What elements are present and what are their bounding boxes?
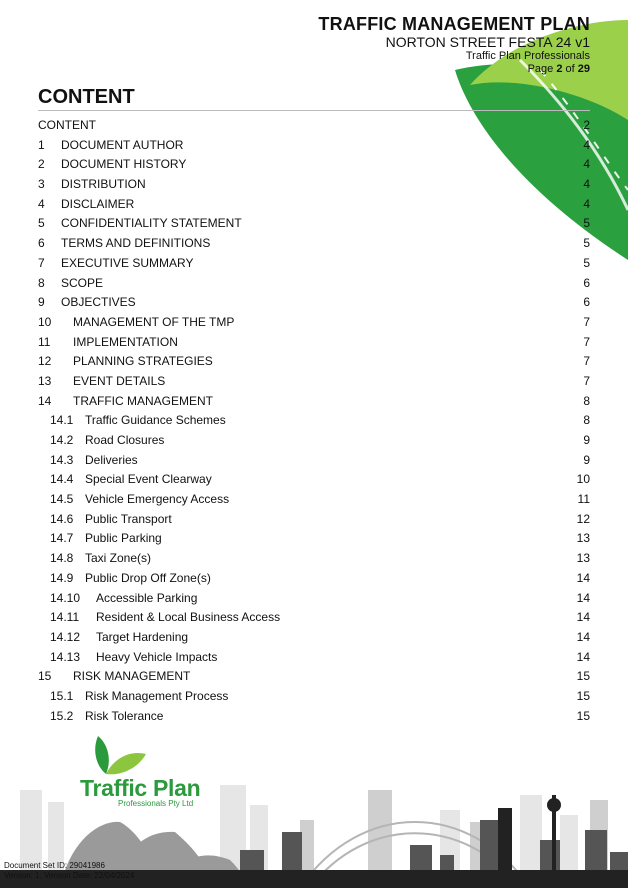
toc-entry-title: Public Transport xyxy=(85,511,172,526)
toc-entry[interactable] xyxy=(38,411,590,431)
toc-entry-number: 14.3 xyxy=(50,452,74,467)
toc-entry-title: Public Parking xyxy=(85,531,162,546)
toc-entry[interactable] xyxy=(38,116,590,136)
toc-entry-page: 5 xyxy=(583,216,590,231)
toc-entry-page: 14 xyxy=(576,570,590,585)
toc-entry-page: 8 xyxy=(583,393,590,408)
toc-entry[interactable] xyxy=(38,274,590,294)
toc-entry-page: 5 xyxy=(583,255,590,270)
toc-entry-page: 5 xyxy=(583,236,590,251)
toc-entry-number: 15 xyxy=(38,669,52,684)
heading-divider xyxy=(38,110,590,111)
company-name: Traffic Plan Professionals xyxy=(465,50,590,62)
toc-entry[interactable] xyxy=(38,529,590,549)
toc-entry-title: DISCLAIMER xyxy=(61,196,135,211)
toc-entry-page: 12 xyxy=(576,511,590,526)
toc-entry-number: 14.10 xyxy=(50,590,81,605)
toc-entry-page: 7 xyxy=(583,334,590,349)
toc-entry-page: 13 xyxy=(576,531,590,546)
logo-tagline: Professionals Pty Ltd xyxy=(118,799,194,808)
toc-entry-page: 15 xyxy=(576,669,590,684)
toc-entry-page: 14 xyxy=(576,590,590,605)
toc-entry[interactable] xyxy=(38,392,590,412)
toc-entry-title: TRAFFIC MANAGEMENT xyxy=(73,393,213,408)
toc-entry[interactable] xyxy=(38,195,590,215)
toc-entry-number: 9 xyxy=(38,295,45,310)
toc-entry-title: PLANNING STRATEGIES xyxy=(73,354,213,369)
toc-entry-number: 6 xyxy=(38,236,45,251)
toc-entry-number: 14.11 xyxy=(50,610,80,625)
toc-entry-title: Risk Management Process xyxy=(85,688,229,703)
toc-entry-page: 4 xyxy=(583,196,590,211)
toc-entry[interactable] xyxy=(38,549,590,569)
toc-entry[interactable] xyxy=(38,372,590,392)
toc-entry-page: 14 xyxy=(576,610,590,625)
plan-title: TRAFFIC MANAGEMENT PLAN xyxy=(318,14,590,34)
toc-entry-number: 10 xyxy=(38,314,52,329)
toc-entry-number: 14.7 xyxy=(50,531,74,546)
toc-entry-page: 15 xyxy=(576,688,590,703)
toc-entry-number: 15.1 xyxy=(50,688,74,703)
toc-entry-page: 6 xyxy=(583,275,590,290)
toc-entry-page: 7 xyxy=(583,354,590,369)
toc-entry-number: 15.2 xyxy=(50,708,74,723)
toc-entry-title: SCOPE xyxy=(61,275,104,290)
toc-entry-title: Traffic Guidance Schemes xyxy=(85,413,226,428)
toc-entry-title: Target Hardening xyxy=(96,629,189,644)
toc-entry-title: RISK MANAGEMENT xyxy=(73,669,191,684)
toc-entry-number: 14.1 xyxy=(50,413,74,428)
toc-entry-page: 6 xyxy=(583,295,590,310)
toc-entry-number: 7 xyxy=(38,255,45,270)
toc-entry-page: 2 xyxy=(583,118,590,132)
toc-entry-page: 7 xyxy=(583,314,590,329)
toc-entry-title: IMPLEMENTATION xyxy=(73,334,178,349)
toc-entry-title: DISTRIBUTION xyxy=(61,177,146,192)
toc-entry-title: Taxi Zone(s) xyxy=(85,551,152,566)
toc-entry[interactable] xyxy=(38,234,590,254)
toc-entry-title: EXECUTIVE SUMMARY xyxy=(61,255,194,270)
toc-entry[interactable] xyxy=(38,451,590,471)
toc-entry-page: 14 xyxy=(576,649,590,664)
toc-entry[interactable] xyxy=(38,431,590,451)
toc-entry-title: Deliveries xyxy=(85,452,138,467)
toc-entry-title: Vehicle Emergency Access xyxy=(85,492,230,507)
toc-entry-number: 14.13 xyxy=(50,649,81,664)
toc-entry-title: CONTENT xyxy=(38,118,96,132)
toc-entry-number: 14.6 xyxy=(50,511,74,526)
toc-entry-title: Accessible Parking xyxy=(96,590,198,605)
toc-entry-title: Heavy Vehicle Impacts xyxy=(96,649,218,664)
toc-entry[interactable] xyxy=(38,352,590,372)
toc-entry[interactable] xyxy=(38,214,590,234)
toc-entry[interactable] xyxy=(38,628,590,648)
toc-entry-page: 11 xyxy=(577,492,590,507)
toc-entry-page: 15 xyxy=(576,708,590,723)
toc-entry-number: 2 xyxy=(38,157,45,172)
toc-entry-page: 8 xyxy=(583,413,590,428)
toc-entry[interactable] xyxy=(38,510,590,530)
toc-entry-title: DOCUMENT HISTORY xyxy=(61,157,187,172)
toc-entry[interactable] xyxy=(38,490,590,510)
toc-entry-number: 14.9 xyxy=(50,570,74,585)
toc-entry-number: 14.4 xyxy=(50,472,74,487)
toc-entry-title: MANAGEMENT OF THE TMP xyxy=(73,314,235,329)
toc-entry-number: 14.2 xyxy=(50,433,74,447)
toc-entry-page: 4 xyxy=(583,177,590,192)
toc-entry-title: DOCUMENT AUTHOR xyxy=(61,137,184,152)
toc-entry[interactable] xyxy=(38,687,590,707)
toc-entry-page: 4 xyxy=(583,157,590,172)
toc-entry[interactable] xyxy=(38,313,590,333)
toc-entry-page: 14 xyxy=(576,629,590,644)
toc-entry-number: 14 xyxy=(38,393,52,408)
toc-entry-title: EVENT DETAILS xyxy=(73,373,166,388)
toc-entry[interactable] xyxy=(38,155,590,175)
toc-entry-number: 14.8 xyxy=(50,551,74,566)
toc-entry[interactable] xyxy=(38,254,590,274)
toc-entry[interactable] xyxy=(38,608,590,628)
toc-entry[interactable] xyxy=(38,589,590,609)
toc-entry-title: CONFIDENTIALITY STATEMENT xyxy=(61,216,242,231)
document-footer xyxy=(4,861,134,881)
toc-entry-title: Risk Tolerance xyxy=(85,708,164,723)
toc-entry-number: 3 xyxy=(38,177,45,192)
document-header xyxy=(318,14,590,76)
toc-entry[interactable] xyxy=(38,648,590,668)
toc-entry-page: 9 xyxy=(583,452,590,467)
toc-entry-number: 11 xyxy=(38,334,51,349)
toc-entry-number: 4 xyxy=(38,196,45,211)
toc-entry-title: OBJECTIVES xyxy=(61,295,136,310)
version-info: Version: 1, Version Date: 22/04/2024 xyxy=(4,871,135,880)
toc-entry-number: 13 xyxy=(38,373,52,388)
toc-entry-title: Public Drop Off Zone(s) xyxy=(85,570,211,585)
toc-entry[interactable] xyxy=(38,333,590,353)
logo-wordmark: Traffic Plan xyxy=(80,775,201,801)
toc-entry-number: 14.5 xyxy=(50,492,74,507)
toc-entry-number: 1 xyxy=(38,137,45,152)
toc-entry-page: 7 xyxy=(583,373,590,388)
document-set-id: Document Set ID: 29041986 xyxy=(4,861,105,870)
toc-entry-title: Road Closures xyxy=(85,433,165,447)
toc-entry-page: 4 xyxy=(583,137,590,152)
toc-entry[interactable] xyxy=(38,136,590,156)
toc-entry-title: Resident & Local Business Access xyxy=(96,610,281,625)
toc-entry[interactable] xyxy=(38,470,590,490)
toc-entry-page: 10 xyxy=(576,472,590,487)
toc-entry[interactable] xyxy=(38,569,590,589)
toc-entry-number: 12 xyxy=(38,354,52,369)
toc-entry[interactable] xyxy=(38,667,590,687)
toc-entry-number: 14.12 xyxy=(50,629,81,644)
toc-entry[interactable] xyxy=(38,293,590,313)
toc-entry-page: 9 xyxy=(583,433,590,447)
toc-entry[interactable] xyxy=(38,175,590,195)
toc-entry-title: Special Event Clearway xyxy=(85,472,212,487)
toc-entry-page: 13 xyxy=(576,551,590,566)
toc-entry-number: 5 xyxy=(38,216,45,231)
table-of-contents xyxy=(38,116,590,726)
page-indicator: Page 2 of 29 xyxy=(527,63,590,75)
page-heading: CONTENT xyxy=(38,86,135,108)
traffic-plan-logo-icon xyxy=(78,734,148,778)
toc-entry[interactable] xyxy=(38,707,590,727)
toc-entry-title: TERMS AND DEFINITIONS xyxy=(61,236,211,251)
toc-entry-number: 8 xyxy=(38,275,45,290)
event-title: NORTON STREET FESTA 24 v1 xyxy=(385,34,590,50)
